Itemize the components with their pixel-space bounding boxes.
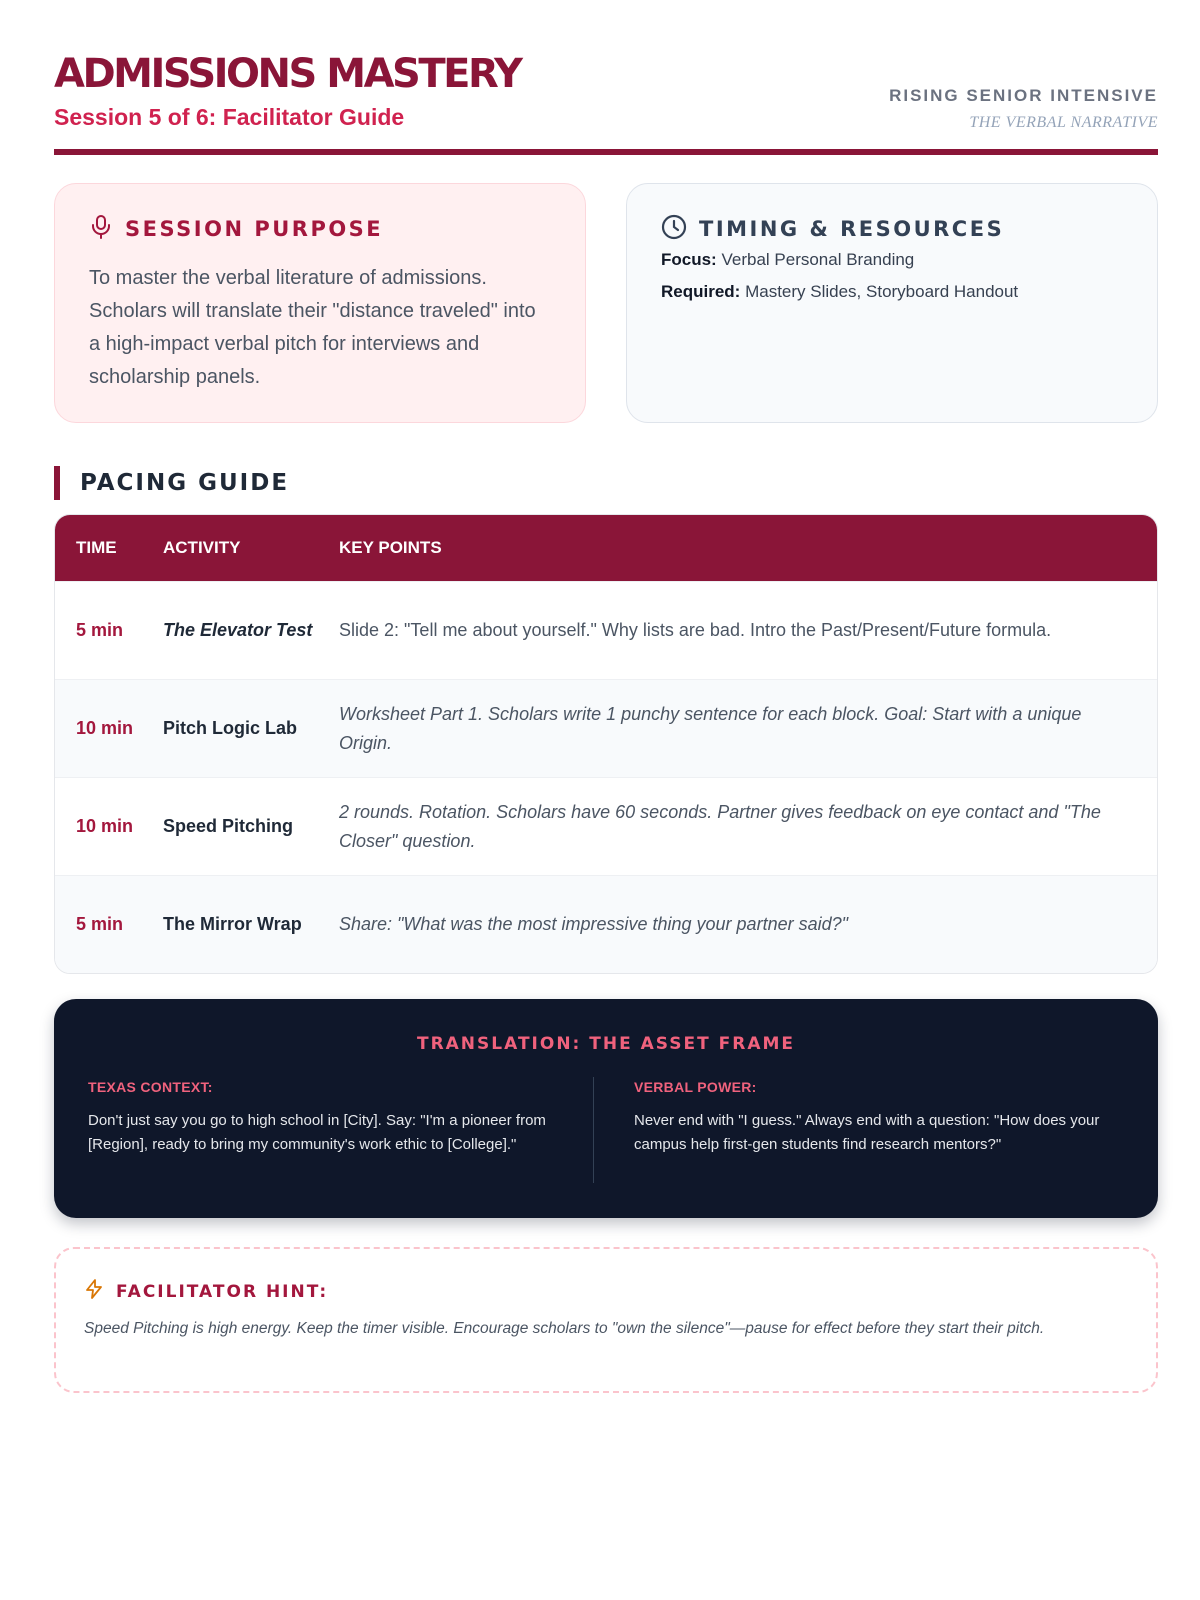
required-value: Mastery Slides, Storyboard Handout bbox=[745, 282, 1019, 301]
row-activity: Speed Pitching bbox=[163, 816, 294, 836]
row-time: 5 min bbox=[76, 914, 124, 934]
purpose-title: SESSION PURPOSE bbox=[125, 217, 384, 241]
hint-header bbox=[84, 1279, 1128, 1304]
purpose-text: To master the verbal literature of admissions. Scholars will translate their "distance traveled" into a high-impact verbal pitch for interviews and scholarship panels. bbox=[89, 267, 536, 388]
row-time: 10 min bbox=[76, 816, 134, 836]
required-line bbox=[661, 276, 1123, 308]
page-header bbox=[54, 0, 1158, 155]
hint-title: FACILITATOR HINT: bbox=[116, 1281, 329, 1302]
session-subtitle: Session 5 of 6: Facilitator Guide bbox=[54, 104, 405, 130]
row-key-points: 2 rounds. Rotation. Scholars have 60 seconds. Partner gives feedback on eye contact and "The Closer" question. bbox=[339, 801, 1101, 851]
translation-title: TRANSLATION: THE ASSET FRAME bbox=[416, 1034, 796, 1054]
focus-value: Verbal Personal Branding bbox=[721, 250, 915, 269]
pacing-guide-heading: PACING GUIDE bbox=[54, 466, 289, 500]
panel-divider bbox=[593, 1077, 594, 1183]
verbal-power-text: Never end with "I guess." Always end with a question: "How does your campus help first-gen students find research mentors?" bbox=[634, 1112, 1100, 1153]
row-key-points: Slide 2: "Tell me about yourself." Why lists are bad. Intro the Past/Present/Future formula. bbox=[339, 620, 1052, 640]
program-name: RISING SENIOR INTENSIVE bbox=[889, 86, 1158, 105]
focus-label: Focus: bbox=[661, 250, 717, 269]
session-purpose-card bbox=[54, 183, 586, 423]
verbal-power-column bbox=[634, 1079, 1114, 1157]
session-theme: THE VERBAL NARRATIVE bbox=[969, 114, 1158, 131]
verbal-power-label: VERBAL POWER: bbox=[634, 1079, 757, 1095]
table-row bbox=[55, 679, 1157, 777]
timing-title: TIMING & RESOURCES bbox=[699, 217, 1005, 241]
clock-icon bbox=[661, 214, 699, 245]
row-activity: The Elevator Test bbox=[163, 620, 313, 640]
overview-cards bbox=[54, 183, 1158, 423]
table-row bbox=[55, 875, 1157, 973]
microphone-icon bbox=[89, 214, 125, 245]
row-key-points: Share: "What was the most impressive thing your partner said?" bbox=[339, 914, 849, 934]
column-header-key-points: KEY POINTS bbox=[339, 538, 442, 557]
row-key-points: Worksheet Part 1. Scholars write 1 punchy sentence for each block. Goal: Start with a unique Origin. bbox=[339, 703, 1082, 753]
texas-context-label: TEXAS CONTEXT: bbox=[88, 1079, 213, 1095]
facilitator-guide-page bbox=[54, 0, 1158, 1337]
column-header-time: TIME bbox=[76, 538, 117, 557]
required-label: Required: bbox=[661, 282, 741, 301]
timing-resources-card bbox=[626, 183, 1158, 423]
row-activity: Pitch Logic Lab bbox=[163, 718, 298, 738]
focus-line bbox=[661, 244, 1123, 276]
texas-context-column bbox=[88, 1079, 568, 1157]
page-title: ADMISSIONS MASTERY bbox=[54, 51, 521, 97]
row-time: 10 min bbox=[76, 718, 134, 738]
row-activity: The Mirror Wrap bbox=[163, 914, 302, 934]
translation-panel bbox=[54, 999, 1158, 1218]
table-row bbox=[55, 777, 1157, 875]
column-header-activity: ACTIVITY bbox=[163, 538, 241, 557]
pacing-table bbox=[54, 514, 1158, 974]
hint-text: Speed Pitching is high energy. Keep the timer visible. Encourage scholars to "own the silence"—pause for effect before they start their pitch. bbox=[84, 1320, 1045, 1337]
program-info bbox=[889, 86, 1158, 132]
lightning-icon bbox=[84, 1279, 116, 1304]
purpose-card-header bbox=[89, 214, 551, 244]
table-header bbox=[55, 515, 1157, 581]
row-time: 5 min bbox=[76, 620, 124, 640]
table-row bbox=[55, 581, 1157, 679]
texas-context-text: Don't just say you go to high school in [City]. Say: "I'm a pioneer from [Region], ready to bring my community's work ethic to [College]." bbox=[88, 1112, 546, 1153]
facilitator-hint-box bbox=[54, 1247, 1158, 1393]
timing-card-header bbox=[661, 214, 1123, 244]
